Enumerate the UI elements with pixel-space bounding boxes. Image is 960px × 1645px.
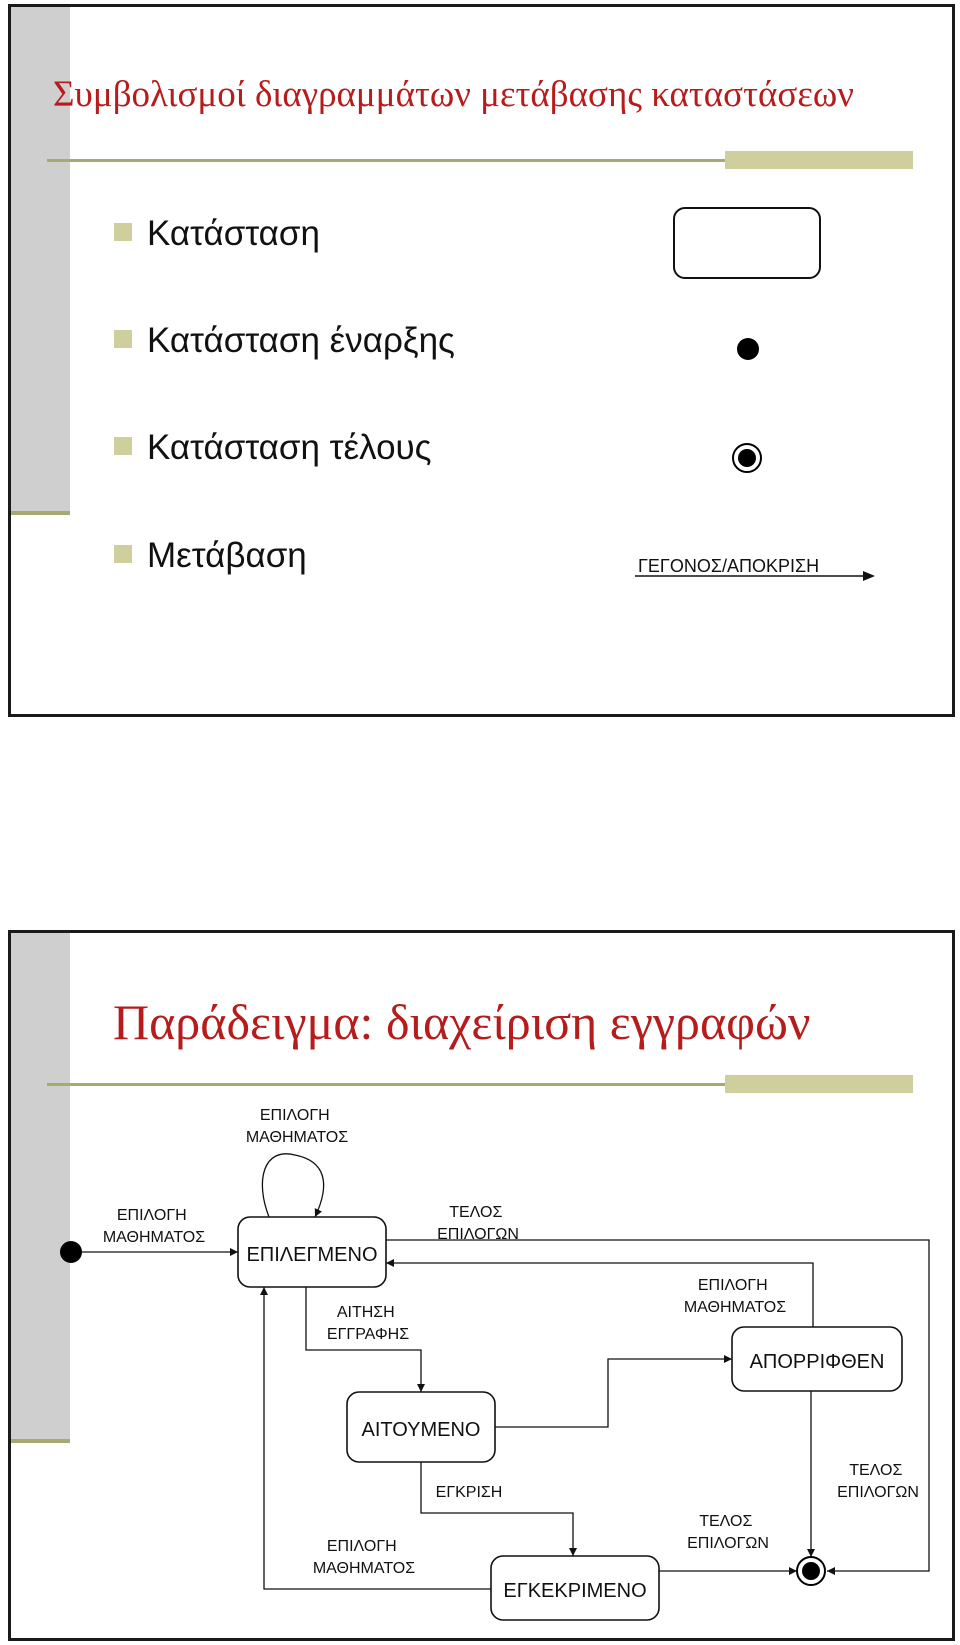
label-end-selection-bottom: ΤΕΛΟΣ ΕΠΙΛΟΓΩΝ: [687, 1513, 769, 1552]
bullet-label: Κατάσταση έναρξης: [147, 321, 455, 360]
label-start: ΕΠΙΛΟΓΗ ΜΑΘΗΜΑΤΟΣ: [102, 1207, 206, 1246]
label-approval: ΕΓΚΡΙΣΗ: [435, 1484, 503, 1501]
slide-title: Παράδειγμα: διαχείριση εγγραφών: [113, 994, 811, 1050]
rejected-reselect-transition: [386, 1263, 813, 1327]
bullet-label: Κατάσταση τέλους: [147, 428, 432, 467]
label-approved-reselect: ΕΠΙΛΟΓΗ ΜΑΘΗΜΑΤΟΣ: [312, 1538, 416, 1577]
square-bullet-icon: [114, 330, 132, 348]
end-state-core: [802, 1562, 820, 1580]
bullet-item-transition: [114, 536, 307, 576]
label-end-selection-top: ΤΕΛΟΣ ΕΠΙΛΟΓΩΝ: [437, 1204, 519, 1243]
slide-title: Συμβολισμοί διαγραμμάτων μετάβασης καταστάσεων: [53, 74, 854, 115]
requested-to-rejected-transition: [495, 1359, 732, 1427]
state-selected-label: ΕΠΙΛΕΓΜΕΝΟ: [246, 1244, 378, 1266]
state-requested-label: ΑΙΤΟΥΜΕΝΟ: [361, 1419, 481, 1441]
title-accent-bar: [725, 151, 913, 169]
bullet-item-state: [114, 214, 320, 254]
self-loop-transition: [262, 1154, 323, 1217]
bullet-item-start-state: [114, 321, 455, 361]
start-state-symbol-icon: [737, 338, 759, 360]
slide-registration-example: [8, 930, 955, 1641]
bullet-label: Κατάσταση: [147, 214, 320, 253]
bullet-label: Μετάβαση: [147, 536, 307, 575]
state-transition-diagram: [11, 933, 952, 1638]
label-rejected-reselect: ΕΠΙΛΟΓΗ ΜΑΘΗΜΑΤΟΣ: [683, 1277, 787, 1316]
square-bullet-icon: [114, 223, 132, 241]
label-end-selection-right: ΤΕΛΟΣ ΕΠΙΛΟΓΩΝ: [837, 1462, 919, 1501]
slide-state-notation: [8, 4, 955, 717]
state-approved-label: ΕΓΚΕΚΡΙΜΕΝΟ: [503, 1580, 647, 1602]
square-bullet-icon: [114, 545, 132, 563]
end-state-symbol-icon: [732, 443, 762, 473]
start-state-icon: [60, 1241, 82, 1263]
transition-symbol-label: ΓΕΓΟΝΟΣ/ΑΠΟΚΡΙΣΗ: [638, 556, 820, 576]
state-rejected-label: ΑΠΟΡΡΙΦΘΕΝ: [749, 1351, 885, 1373]
label-registration-request: ΑΙΤΗΣΗ ΕΓΓΡΑΦΗΣ: [326, 1304, 410, 1343]
square-bullet-icon: [114, 437, 132, 455]
label-self-loop: ΕΠΙΛΟΓΗ ΜΑΘΗΜΑΤΟΣ: [245, 1107, 349, 1146]
transition-arrow-icon: [635, 570, 875, 582]
state-symbol-rounded-rectangle: [673, 207, 821, 279]
bullet-item-end-state: [114, 428, 432, 468]
approval-transition: [421, 1462, 573, 1556]
